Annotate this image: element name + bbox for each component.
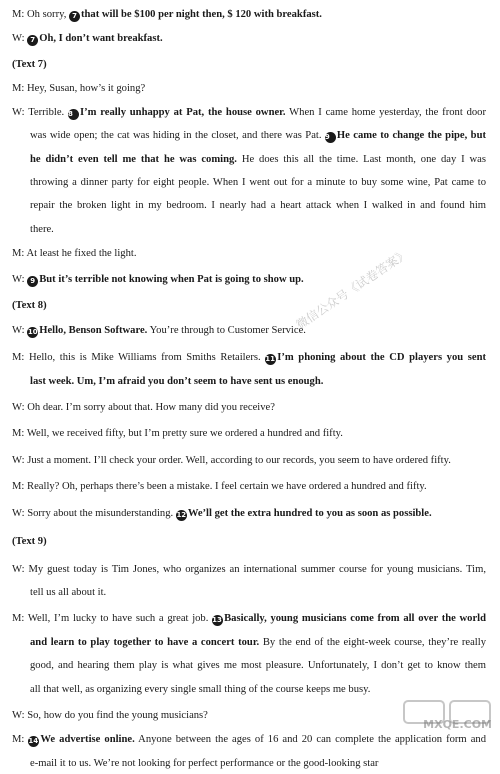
dialogue-line	[12, 423, 486, 444]
section-heading	[12, 295, 486, 316]
dialogue-text: Just a moment. I’ll check your order. Well, according to our records, you seem to have ordered fifty.	[27, 455, 451, 466]
answer-key-text: We’ll get the extra hundred to you as soon as possible.	[187, 508, 432, 519]
question-number-badge: 8	[68, 109, 79, 120]
speaker-label: M:	[12, 352, 25, 363]
answer-key-text: I’m really unhappy at Pat, the house owner.	[80, 107, 286, 118]
dialogue-line	[12, 705, 486, 726]
speaker-label: M:	[12, 83, 25, 94]
question-number-badge: 10	[27, 328, 38, 336]
dialogue-continuation-line	[30, 371, 486, 392]
dialogue-continuation-line	[30, 219, 486, 240]
dialogue-continuation-line	[30, 679, 486, 700]
section-heading-text: (Text 9)	[12, 536, 47, 547]
dialogue-text: Oh dear. I’m sorry about that. How many did you receive?	[27, 402, 275, 413]
dialogue-line	[12, 4, 486, 25]
speaker-label: W:	[12, 564, 25, 575]
answer-key-text: Oh, I don’t want breakfast.	[39, 33, 163, 44]
question-number-badge: 7	[69, 11, 80, 22]
answer-key-text: We advertise online.	[40, 734, 135, 745]
answer-key-text: he didn’t even tell me that he was coming.	[30, 154, 237, 165]
dialogue-line	[12, 78, 486, 99]
speaker-label: W:	[12, 508, 25, 519]
answer-key-text: He came to change the pipe, but	[336, 130, 486, 141]
speaker-label: W:	[12, 107, 25, 118]
speaker-label: W:	[12, 274, 25, 285]
answer-key-text: But it’s terrible not knowing when Pat is going to show up.	[39, 274, 304, 285]
dialogue-line	[12, 397, 486, 418]
logo-text: MXQE.COM	[423, 717, 492, 731]
speaker-label: W:	[12, 402, 25, 413]
dialogue-text: Hey, Susan, how’s it going?	[27, 83, 146, 94]
dialogue-continuation-line	[30, 655, 486, 676]
speaker-label: W:	[12, 455, 25, 466]
answer-key-text: and learn to play together to have a concert tour.	[30, 637, 260, 648]
dialogue-continuation-line	[30, 172, 486, 193]
dialogue-text: good, and hearing them play is what gives me most pleasure. Unfortunately, I don’t get to know them	[30, 660, 486, 671]
speaker-label: M:	[12, 248, 25, 259]
dialogue-line	[12, 102, 486, 123]
dialogue-line	[12, 320, 486, 341]
dialogue-text: So, how do you find the young musicians?	[27, 710, 208, 721]
dialogue-line	[12, 243, 486, 264]
section-heading	[12, 531, 486, 552]
speaker-label: M:	[12, 481, 25, 492]
dialogue-text: tell us all about it.	[30, 587, 107, 598]
dialogue-line	[12, 729, 486, 750]
answer-key-text: last week. Um, I’m afraid you don’t seem to have sent us enough.	[30, 376, 324, 387]
dialogue-continuation-line	[30, 125, 486, 146]
dialogue-line	[12, 559, 486, 580]
dialogue-text: Anyone between the ages of 16 and 20 can complete the application form and	[134, 734, 486, 745]
dialogue-line	[12, 347, 486, 368]
answer-key-text: Hello, Benson Software.	[39, 325, 148, 336]
dialogue-line	[12, 450, 486, 471]
question-number-badge: 12	[176, 511, 187, 519]
dialogue-text: throwing a dinner party for eight people. When I went out for a minute to buy some wine, Pat came to	[30, 177, 486, 188]
dialogue-text: Sorry about the misunderstanding.	[27, 508, 176, 519]
question-number-badge: 9	[27, 276, 38, 287]
dialogue-text: At least he fixed the light.	[26, 248, 137, 259]
answer-key-text: Basically, young musicians come from all over the world	[224, 613, 486, 624]
dialogue-line	[12, 269, 486, 290]
question-number-badge: 13	[212, 616, 222, 624]
dialogue-text: repair the broken light in my bedroom. I nearly had a heart attack when I walked in and found him	[30, 200, 486, 211]
dialogue-text: Hello, this is Mike Williams from Smiths Retailers.	[28, 352, 266, 363]
dialogue-text: You’re through to Customer Service.	[147, 325, 306, 336]
question-number-badge: 11	[265, 355, 275, 363]
dialogue-text: Well, I’m lucky to have such a great job.	[27, 613, 213, 624]
dialogue-text: Well, we received fifty, but I’m pretty sure we ordered a hundred and fifty.	[26, 428, 343, 439]
speaker-label: W:	[12, 33, 25, 44]
speaker-label: M:	[12, 734, 25, 745]
speaker-label: M:	[12, 613, 25, 624]
dialogue-text: By the end of the eight-week course, they’re really	[259, 637, 486, 648]
question-number-badge: 9	[325, 132, 336, 143]
dialogue-line	[12, 476, 486, 497]
speaker-label: M:	[12, 428, 25, 439]
dialogue-continuation-line	[30, 753, 486, 774]
dialogue-line	[12, 28, 486, 49]
question-number-badge: 14	[28, 737, 39, 745]
dialogue-continuation-line	[30, 632, 486, 653]
dialogue-text: My guest today is Tim Jones, who organizes an international summer course for young musicians. Tim,	[28, 564, 486, 575]
question-number-badge: 7	[27, 35, 38, 46]
dialogue-text: Really? Oh, perhaps there’s been a mistake. I feel certain we have ordered a hundred and fifty.	[27, 481, 427, 492]
dialogue-line	[12, 608, 486, 629]
dialogue-text: e-mail it to us. We’re not looking for perfect performance or the good-looking star	[30, 758, 379, 769]
dialogue-text: Terrible.	[28, 107, 69, 118]
speaker-label: W:	[12, 325, 25, 336]
dialogue-text: He does this all the time. Last month, one day I was	[236, 154, 486, 165]
watermark-text: 微信公众号《试卷答案》	[293, 246, 411, 333]
dialogue-continuation-line	[30, 582, 486, 603]
section-heading-text: (Text 7)	[12, 59, 47, 70]
speaker-label: W:	[12, 710, 25, 721]
dialogue-continuation-line	[30, 195, 486, 216]
dialogue-text: was wide open; the cat was hiding in the closet, and there was Pat.	[30, 130, 325, 141]
speaker-label: M:	[12, 9, 25, 20]
dialogue-text: there.	[30, 224, 54, 235]
answer-key-text: I’m phoning about the CD players you sent	[277, 352, 486, 363]
dialogue-line	[12, 503, 486, 524]
answer-key-text: that will be $100 per night then, $ 120 with breakfast.	[81, 9, 322, 20]
section-heading	[12, 54, 486, 75]
dialogue-text: When I came home yesterday, the front door	[285, 107, 486, 118]
section-heading-text: (Text 8)	[12, 300, 47, 311]
dialogue-text: all that well, as organizing every single small thing of the course keeps me busy.	[30, 684, 371, 695]
dialogue-text: Oh sorry,	[27, 9, 70, 20]
dialogue-continuation-line	[30, 149, 486, 170]
